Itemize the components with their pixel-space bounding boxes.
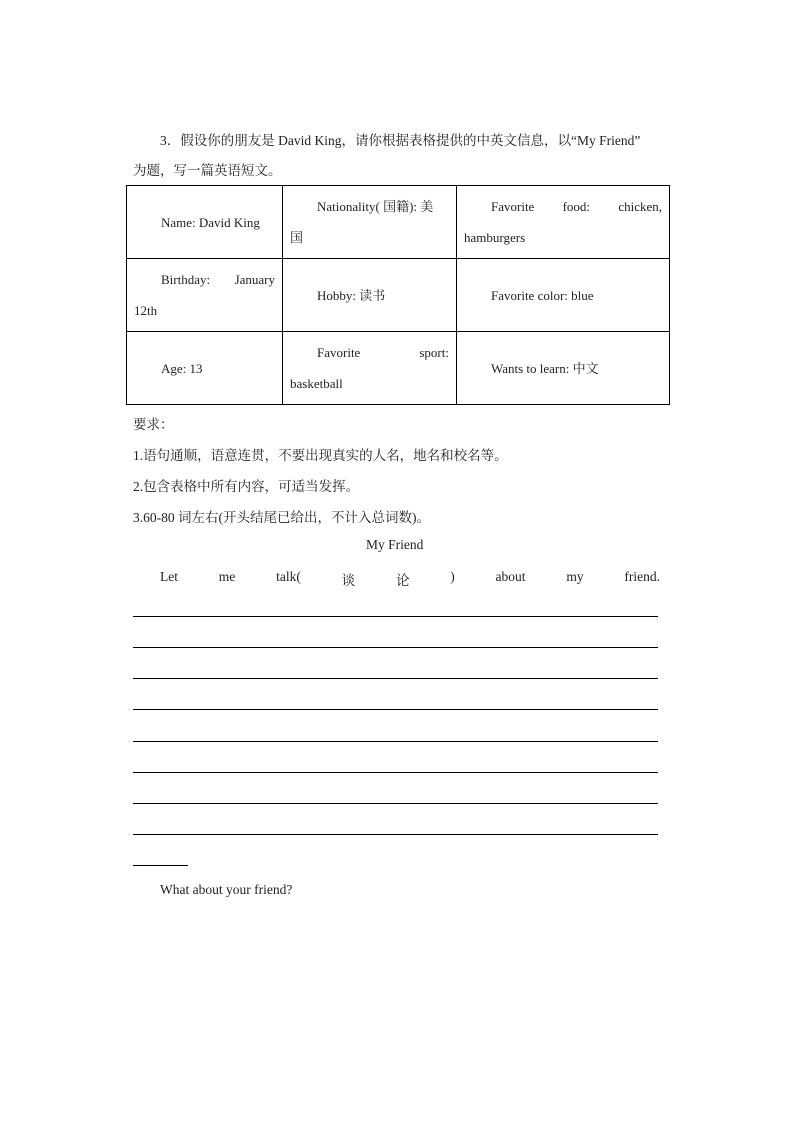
table-cell-hobby: Hobby: 读书 [283,259,457,332]
writing-line[interactable] [133,647,658,648]
table-cell-food: Favorite food: chicken, hamburgers [457,186,670,259]
writing-line[interactable] [133,709,658,710]
writing-line-short[interactable] [133,865,188,866]
writing-line[interactable] [133,772,658,773]
table-row [127,186,670,259]
essay-title: My Friend [366,537,424,552]
table-cell-color: Favorite color: blue [457,259,670,332]
table-cell-sport: Favorite sport: basketball [283,332,457,405]
writing-line[interactable] [133,616,658,617]
requirement-item: 3.60-80 词左右(开头结尾已给出，不计入总词数)。 [133,510,430,525]
requirement-item: 1.语句通顺，语意连贯，不要出现真实的人名，地名和校名等。 [133,448,508,463]
table-cell-nationality: Nationality( 国籍): 美 国 [283,186,457,259]
table-row [127,259,670,332]
table-row [127,332,670,405]
essay-closing: What about your friend? [160,882,293,897]
writing-line[interactable] [133,834,658,835]
writing-line[interactable] [133,678,658,679]
table-cell-name: Name: David King [127,186,283,259]
info-table [126,185,670,405]
writing-line[interactable] [133,803,658,804]
table-cell-birthday: Birthday: January 12th [127,259,283,332]
table-cell-learn: Wants to learn: 中文 [457,332,670,405]
writing-line[interactable] [133,741,658,742]
question-line-2: 为题，写一篇英语短文。 [133,163,282,178]
table-cell-age: Age: 13 [127,332,283,405]
essay-opening-line: Let me talk( 谈 论 ) about my friend. [160,569,660,588]
requirements-heading: 要求： [133,417,174,432]
question-line-1: 3．假设你的朋友是 David King，请你根据表格提供的中英文信息，以“My Friend” [160,133,641,148]
requirement-item: 2.包含表格中所有内容，可适当发挥。 [133,479,360,494]
